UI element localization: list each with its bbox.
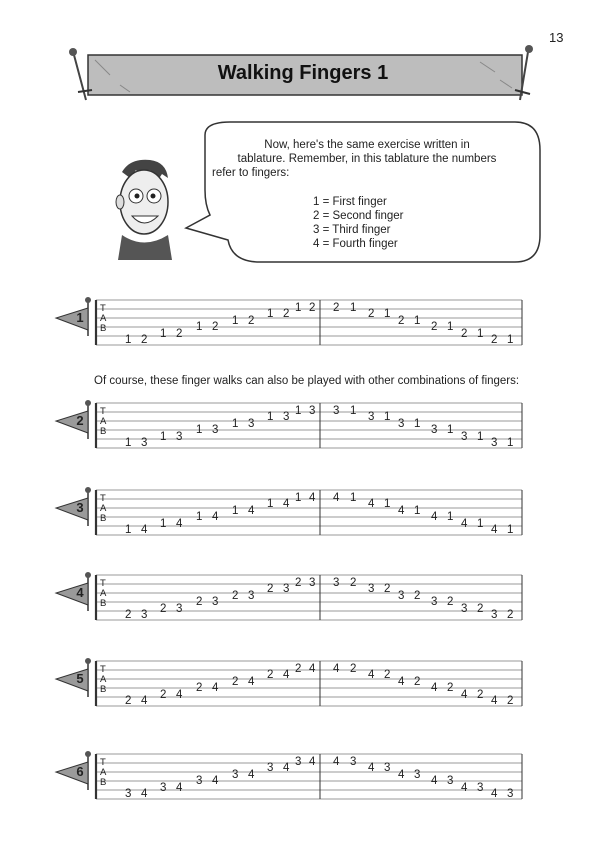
tab-note: 2: [431, 321, 438, 334]
tab-note: 1: [507, 437, 514, 449]
tab-note: 3: [333, 405, 340, 417]
tab-note: 1: [350, 302, 357, 314]
tab-note: 1: [160, 327, 167, 340]
tab-note: 3: [283, 411, 290, 424]
tab-note: 1: [295, 302, 302, 314]
tab-note: 1: [477, 327, 484, 340]
tab-note: 1: [295, 492, 302, 504]
tab-note: 4: [398, 675, 405, 688]
finger-legend-item: 1 = First finger: [313, 196, 387, 208]
finger-legend-item: 4 = Fourth finger: [313, 238, 398, 250]
tab-note: 3: [507, 788, 514, 800]
tab-note: 4: [176, 781, 183, 794]
tab-clef: T A B: [100, 406, 107, 437]
tab-note: 2: [368, 308, 375, 321]
tab-note: 4: [212, 511, 219, 524]
tab-note: 2: [447, 596, 454, 609]
tab-note: 4: [398, 504, 405, 517]
tab-note: 1: [414, 417, 421, 430]
tab-clef: T A B: [100, 664, 107, 695]
tab-note: 3: [398, 589, 405, 602]
tab-note: 2: [196, 682, 203, 695]
exercise-number: 1: [76, 310, 84, 325]
tab-note: 1: [196, 321, 203, 334]
tab-note: 4: [431, 775, 438, 788]
tab-note: 1: [447, 424, 454, 437]
exercise-number: 6: [76, 764, 84, 779]
tab-note: 3: [384, 762, 391, 775]
tab-note: 4: [141, 695, 148, 707]
tab-note: 1: [125, 334, 132, 346]
tab-note: 3: [283, 583, 290, 596]
tab-note: 1: [350, 405, 357, 417]
tab-clef: T A B: [100, 493, 107, 524]
tab-note: 1: [232, 314, 239, 327]
tab-note: 3: [333, 577, 340, 589]
tab-note: 2: [477, 688, 484, 701]
tab-note: 2: [491, 334, 498, 346]
speech-line: Now, here's the same exercise written in: [264, 139, 470, 151]
tab-note: 4: [309, 756, 316, 768]
finger-legend-item: 2 = Second finger: [313, 210, 404, 222]
tab-note: 3: [196, 775, 203, 788]
caption: Of course, these finger walks can also be played with other combinations of fingers:: [94, 375, 520, 387]
tab-note: 3: [232, 768, 239, 781]
tab-note: 3: [176, 430, 183, 443]
tab-staff: [0, 399, 610, 469]
tab-note: 4: [333, 663, 340, 675]
tab-note: 1: [196, 511, 203, 524]
tab-note: 4: [212, 682, 219, 695]
tab-note: 1: [384, 308, 391, 321]
tab-note: 2: [141, 334, 148, 346]
tab-staff: [0, 750, 610, 820]
tab-note: 2: [232, 675, 239, 688]
exercise-number: 5: [76, 671, 84, 686]
tab-clef: T A B: [100, 578, 107, 609]
tab-note: 2: [248, 314, 255, 327]
tab-note: 1: [384, 498, 391, 511]
tab-note: 3: [350, 756, 357, 768]
exercise-number: 3: [76, 500, 84, 515]
page-title: Walking Fingers 1: [217, 62, 389, 84]
speech-line: refer to fingers:: [212, 167, 290, 179]
tab-note: 2: [267, 669, 274, 682]
tab-note: 2: [507, 609, 514, 621]
finger-legend-item: 3 = Third finger: [313, 224, 391, 236]
speech-line: tablature. Remember, in this tablature the numbers: [237, 153, 497, 165]
tab-note: 3: [491, 609, 498, 621]
tab-note: 2: [350, 663, 357, 675]
tab-note: 2: [267, 583, 274, 596]
tab-note: 1: [507, 524, 514, 536]
tab-note: 4: [368, 498, 375, 511]
tab-staff: [0, 571, 610, 641]
tab-note: 2: [160, 602, 167, 615]
tab-note: 1: [160, 517, 167, 530]
tab-note: 1: [267, 498, 274, 511]
tab-note: 3: [160, 781, 167, 794]
tab-note: 4: [212, 775, 219, 788]
tab-note: 3: [447, 775, 454, 788]
tab-note: 2: [350, 577, 357, 589]
tab-note: 3: [309, 577, 316, 589]
tab-note: 3: [398, 417, 405, 430]
tab-note: 4: [491, 524, 498, 536]
tab-note: 1: [232, 504, 239, 517]
tab-note: 2: [283, 308, 290, 321]
tab-note: 2: [333, 302, 340, 314]
tab-note: 2: [461, 327, 468, 340]
tab-note: 2: [414, 675, 421, 688]
tab-note: 2: [232, 589, 239, 602]
tab-note: 1: [477, 517, 484, 530]
tab-note: 3: [461, 430, 468, 443]
tab-note: 1: [196, 424, 203, 437]
tab-staff: [0, 657, 610, 727]
tab-note: 1: [267, 411, 274, 424]
tab-note: 4: [176, 517, 183, 530]
tab-note: 3: [248, 589, 255, 602]
tab-staff: [0, 296, 610, 366]
page-number: 13: [549, 30, 564, 45]
tab-note: 4: [283, 669, 290, 682]
tab-note: 4: [491, 695, 498, 707]
tab-note: 3: [176, 602, 183, 615]
tab-note: 2: [125, 695, 132, 707]
tab-note: 2: [295, 663, 302, 675]
speech-text: [212, 138, 522, 251]
tab-note: 4: [309, 492, 316, 504]
tab-note: 4: [248, 504, 255, 517]
tab-note: 3: [212, 596, 219, 609]
tab-note: 4: [431, 511, 438, 524]
tab-note: 1: [232, 417, 239, 430]
tab-note: 3: [461, 602, 468, 615]
tab-note: 3: [141, 437, 148, 449]
tab-note: 4: [368, 762, 375, 775]
tab-note: 4: [398, 768, 405, 781]
tab-note: 2: [295, 577, 302, 589]
tab-note: 2: [477, 602, 484, 615]
tab-note: 1: [414, 314, 421, 327]
tab-note: 1: [160, 430, 167, 443]
exercise-number: 2: [76, 413, 84, 428]
tab-note: 1: [350, 492, 357, 504]
tab-note: 3: [125, 788, 132, 800]
tab-note: 4: [431, 682, 438, 695]
tab-note: 2: [384, 583, 391, 596]
tab-note: 3: [141, 609, 148, 621]
tab-note: 4: [283, 498, 290, 511]
tab-note: 2: [160, 688, 167, 701]
tab-note: 4: [309, 663, 316, 675]
tab-note: 3: [295, 756, 302, 768]
tab-note: 3: [248, 417, 255, 430]
tab-note: 1: [507, 334, 514, 346]
tab-note: 2: [447, 682, 454, 695]
tab-note: 4: [141, 788, 148, 800]
tab-note: 3: [477, 781, 484, 794]
tab-note: 4: [248, 768, 255, 781]
tab-clef: T A B: [100, 303, 107, 334]
tab-note: 3: [267, 762, 274, 775]
tab-note: 2: [398, 314, 405, 327]
tab-note: 1: [447, 511, 454, 524]
tab-note: 2: [176, 327, 183, 340]
tab-note: 4: [368, 669, 375, 682]
exercise-number: 4: [76, 585, 84, 600]
tab-note: 3: [431, 424, 438, 437]
tab-note: 4: [176, 688, 183, 701]
tab-note: 1: [267, 308, 274, 321]
tab-note: 1: [295, 405, 302, 417]
tab-note: 1: [384, 411, 391, 424]
tab-note: 2: [507, 695, 514, 707]
tab-note: 4: [141, 524, 148, 536]
tab-note: 1: [447, 321, 454, 334]
tab-note: 4: [461, 517, 468, 530]
tab-note: 1: [125, 437, 132, 449]
tab-note: 4: [248, 675, 255, 688]
tab-note: 1: [414, 504, 421, 517]
tab-note: 2: [125, 609, 132, 621]
tab-note: 1: [125, 524, 132, 536]
tab-note: 3: [368, 583, 375, 596]
tab-staff: [0, 486, 610, 556]
tab-note: 2: [309, 302, 316, 314]
tab-note: 3: [431, 596, 438, 609]
tab-note: 3: [309, 405, 316, 417]
tab-note: 2: [212, 321, 219, 334]
tab-note: 3: [414, 768, 421, 781]
tab-note: 4: [283, 762, 290, 775]
tab-note: 3: [491, 437, 498, 449]
tab-note: 4: [333, 492, 340, 504]
tab-note: 4: [461, 688, 468, 701]
tab-note: 2: [414, 589, 421, 602]
tab-note: 2: [384, 669, 391, 682]
tab-note: 1: [477, 430, 484, 443]
tab-note: 4: [461, 781, 468, 794]
tab-note: 3: [212, 424, 219, 437]
tab-note: 4: [333, 756, 340, 768]
tab-note: 4: [491, 788, 498, 800]
tab-note: 3: [368, 411, 375, 424]
tab-note: 2: [196, 596, 203, 609]
tab-clef: T A B: [100, 757, 107, 788]
